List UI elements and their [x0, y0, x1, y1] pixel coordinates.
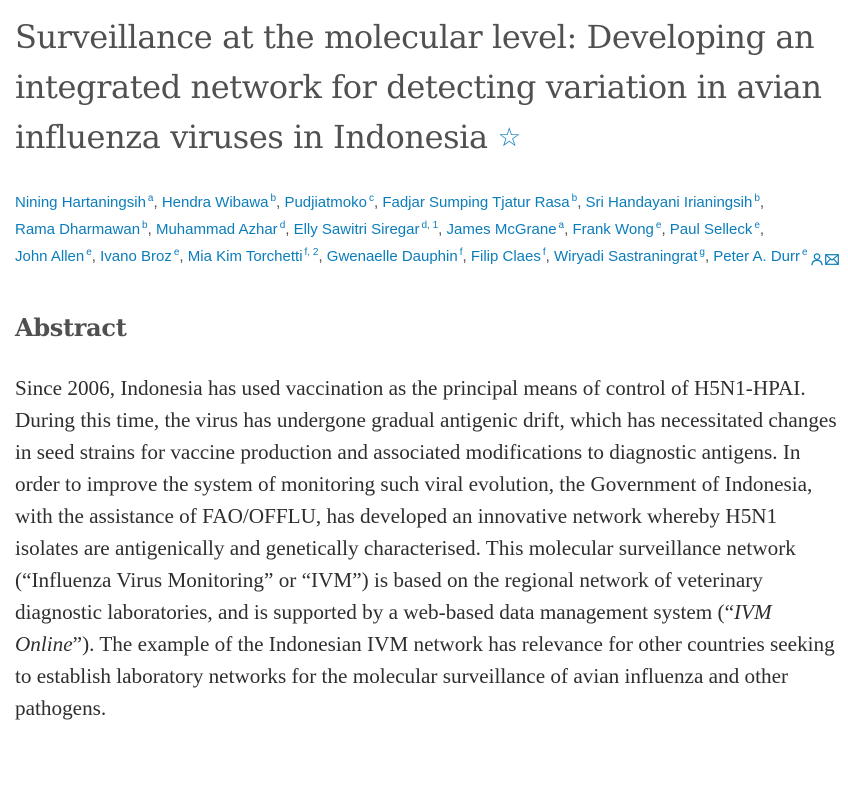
article-title — [15, 12, 841, 163]
author-name: Sri Handayani Irianingsih — [585, 194, 753, 211]
author-link[interactable] — [382, 194, 577, 211]
abstract-heading: Abstract — [15, 313, 127, 342]
author-link[interactable] — [471, 248, 546, 265]
envelope-icon[interactable] — [825, 254, 839, 265]
author-affiliation: a — [558, 220, 565, 231]
author-link[interactable] — [15, 221, 148, 238]
author-separator: , — [91, 248, 101, 265]
star-icon[interactable]: ☆ — [497, 123, 521, 153]
author-affiliation: a — [147, 193, 154, 204]
abstract-part-2: ”). The example of the Indonesian IVM network has relevance for other countries seeking to establish laboratory networks for the molecular surveillance of avian influenza and other pathogens. — [15, 632, 835, 720]
author-link[interactable] — [447, 221, 565, 238]
author-affiliation: e — [754, 220, 760, 231]
author-separator: , — [704, 248, 714, 265]
author-name: Wiryadi Sastraningrat — [553, 248, 698, 265]
author-separator: , — [179, 248, 188, 265]
author-list — [15, 189, 845, 272]
author-name: Gwenaelle Dauphin — [326, 248, 458, 265]
author-affiliation: b — [571, 193, 578, 204]
author-link[interactable] — [188, 248, 319, 265]
author-link[interactable] — [572, 221, 661, 238]
author-name: Frank Wong — [572, 221, 654, 238]
person-icon[interactable] — [811, 253, 823, 266]
author-link[interactable] — [15, 194, 153, 211]
author-name: Peter A. Durr — [713, 248, 800, 265]
author-affiliation: e — [801, 247, 808, 258]
author-link[interactable] — [284, 194, 374, 211]
author-separator: , — [438, 221, 447, 238]
author-name: Elly Sawitri Siregar — [293, 221, 420, 238]
author-name: Fadjar Sumping Tjatur Rasa — [382, 194, 570, 211]
author-affiliation: d — [279, 220, 286, 231]
author-affiliation: d, 1 — [421, 220, 439, 231]
author-name: Hendra Wibawa — [161, 194, 269, 211]
author-name: Mia Kim Torchetti — [187, 248, 303, 265]
author-name: Paul Selleck — [669, 221, 753, 238]
abstract-part-1: Since 2006, Indonesia has used vaccination as the principal means of control of H5N1-HPAI. During this time, the virus has undergone gradual antigenic drift, which has necessitated changes in seed strains for vaccine production and associated modifications to diagnostic antigens. In order to improve the system of monitoring such viral evolution, the Government of Indonesia, with the assistance of FAO/OFFLU, has developed an innovative network whereby H5N1 isolates are antigenically and genetically characterised. This molecular surveillance network (“Influenza Virus Monitoring” or “IVM”) is based on the regional network of veterinary diagnostic laboratories, and is supported by a web-based data management system (“ — [15, 376, 837, 624]
author-name: Ivano Broz — [100, 248, 172, 265]
author-separator: , — [661, 221, 670, 238]
abstract-text — [15, 372, 841, 724]
author-name: John Allen — [15, 248, 85, 265]
author-separator: , — [153, 194, 162, 211]
author-separator: , — [545, 248, 554, 265]
author-separator: , — [318, 248, 327, 265]
author-affiliation: e — [86, 247, 92, 258]
author-affiliation: c — [368, 193, 374, 204]
author-link[interactable] — [100, 248, 179, 265]
contact-icons — [811, 245, 841, 272]
author-affiliation: e — [173, 247, 180, 258]
author-name: Nining Hartaningsih — [15, 194, 146, 211]
author-separator: , — [373, 194, 383, 211]
author-link[interactable] — [670, 221, 760, 238]
article-title-text: Surveillance at the molecular level: Developing an integrated network for detecting variation in avian influenza viruses in Indonesia — [15, 18, 822, 156]
author-link[interactable] — [327, 248, 463, 265]
author-affiliation: e — [655, 220, 662, 231]
author-link[interactable] — [713, 248, 840, 265]
author-affiliation: f — [542, 247, 546, 258]
abstract-italic: IVM Online — [15, 600, 772, 656]
author-separator: , — [759, 221, 765, 238]
author-link[interactable] — [586, 194, 760, 211]
article-page — [15, 0, 841, 724]
author-affiliation: b — [270, 193, 277, 204]
author-separator: , — [276, 194, 285, 211]
author-affiliation: f, 2 — [304, 247, 319, 258]
author-name: Rama Dharmawan — [15, 221, 141, 238]
author-separator: , — [564, 221, 573, 238]
author-name: James McGrane — [446, 221, 557, 238]
author-name: Pudjiatmoko — [284, 194, 367, 211]
author-affiliation: f — [459, 247, 463, 258]
author-separator: , — [577, 194, 586, 211]
author-link[interactable] — [15, 248, 92, 265]
author-separator: , — [462, 248, 471, 265]
author-link[interactable] — [162, 194, 276, 211]
author-affiliation: g — [699, 247, 705, 258]
author-separator: , — [759, 194, 765, 211]
author-link[interactable] — [294, 221, 439, 238]
author-link[interactable] — [554, 248, 705, 265]
author-affiliation: b — [142, 220, 148, 231]
author-name: Muhammad Azhar — [155, 221, 278, 238]
author-affiliation: b — [754, 193, 760, 204]
author-separator: , — [285, 221, 294, 238]
author-separator: , — [147, 221, 156, 238]
author-name: Filip Claes — [470, 248, 541, 265]
author-link[interactable] — [156, 221, 285, 238]
